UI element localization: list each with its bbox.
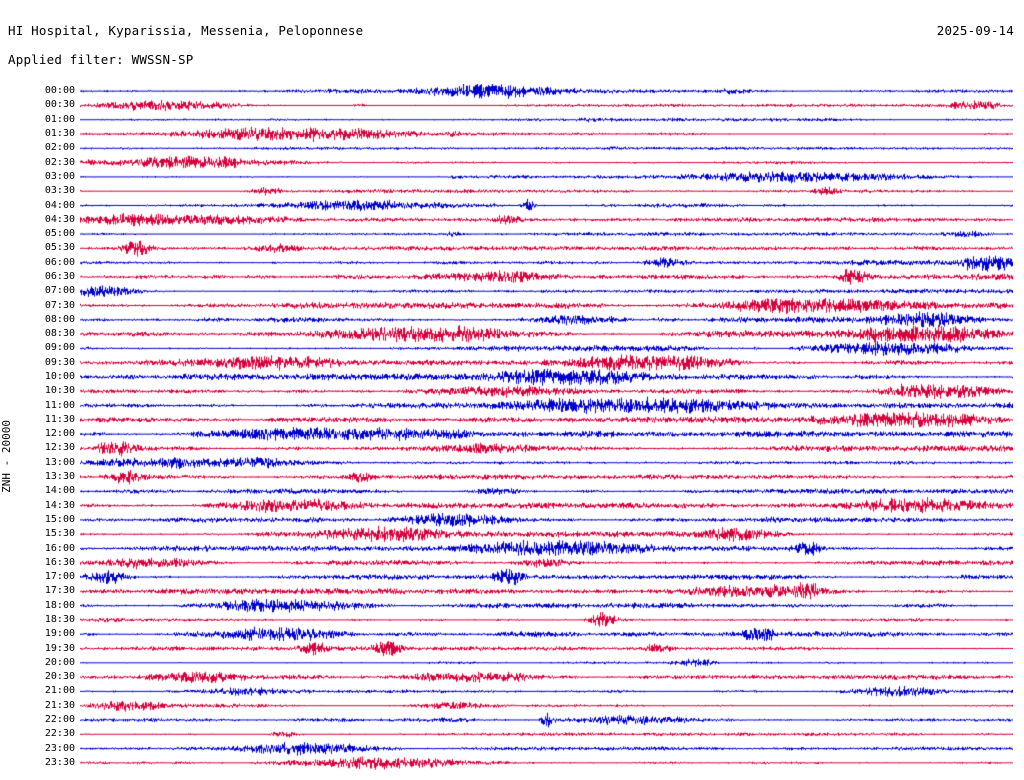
time-tick-label: 15:30 xyxy=(44,528,75,540)
time-tick-label: 18:30 xyxy=(44,613,75,625)
time-tick-label: 14:00 xyxy=(44,485,75,497)
time-tick-label: 16:30 xyxy=(44,556,75,568)
time-tick-label: 16:00 xyxy=(44,542,75,554)
time-tick-label: 01:30 xyxy=(44,128,75,139)
time-tick-label: 03:30 xyxy=(44,185,75,197)
time-tick-label: 13:00 xyxy=(44,456,75,468)
time-tick-label: 07:00 xyxy=(44,285,75,297)
time-tick-label: 23:30 xyxy=(44,756,75,768)
page-title: HI Hospital, Kyparissia, Messenia, Peloponnese xyxy=(8,23,364,38)
time-tick-label: 20:30 xyxy=(44,671,75,683)
time-tick-label: 09:00 xyxy=(44,342,75,354)
time-tick-label: 22:00 xyxy=(44,714,75,725)
time-tick-label: 20:00 xyxy=(44,656,75,668)
time-tick-label: 22:30 xyxy=(44,728,75,740)
time-tick-label: 05:00 xyxy=(44,228,75,240)
time-tick-label: 00:00 xyxy=(44,85,75,97)
time-tick-label: 09:30 xyxy=(44,356,75,368)
applied-filter-label: Applied filter: WWSSN-SP xyxy=(8,52,194,67)
time-tick-label: 01:00 xyxy=(44,113,75,125)
time-tick-label: 21:00 xyxy=(44,685,75,697)
time-tick-label: 13:30 xyxy=(44,471,75,482)
time-tick-label: 12:30 xyxy=(44,442,75,454)
page-date: 2025-09-14 xyxy=(936,23,1014,38)
time-tick-label: 08:00 xyxy=(44,313,75,325)
time-tick-label: 03:00 xyxy=(44,170,75,182)
time-tick-label: 17:00 xyxy=(44,571,75,583)
time-tick-label: 19:30 xyxy=(44,642,75,654)
time-tick-label: 10:00 xyxy=(44,371,75,382)
time-tick-label: 11:30 xyxy=(44,413,75,425)
time-tick-label: 18:00 xyxy=(44,599,75,611)
time-tick-label: 04:00 xyxy=(44,199,75,211)
time-tick-label: 00:30 xyxy=(44,99,75,111)
time-tick-label: 23:00 xyxy=(44,742,75,754)
y-axis-label: ZNH - 20000 xyxy=(0,420,13,493)
trace-canvas xyxy=(80,84,1013,770)
time-tick-label: 06:00 xyxy=(44,256,75,268)
time-tick-label: 15:00 xyxy=(44,513,75,525)
time-tick-label: 21:30 xyxy=(44,699,75,711)
time-tick-label: 14:30 xyxy=(44,499,75,511)
time-tick-label: 07:30 xyxy=(44,299,75,311)
time-tick-label: 19:00 xyxy=(44,628,75,640)
time-tick-label: 11:00 xyxy=(44,399,75,411)
time-tick-label: 17:30 xyxy=(44,585,75,597)
time-tick-label: 06:30 xyxy=(44,270,75,282)
time-tick-label: 08:30 xyxy=(44,328,75,340)
time-tick-label: 02:30 xyxy=(44,156,75,168)
time-tick-label: 05:30 xyxy=(44,242,75,254)
helicorder-plot xyxy=(44,84,1013,770)
time-tick-label: 02:00 xyxy=(44,142,75,154)
time-tick-label: 04:30 xyxy=(44,213,75,225)
time-tick-label: 12:00 xyxy=(44,428,75,440)
time-tick-label: 10:30 xyxy=(44,385,75,397)
